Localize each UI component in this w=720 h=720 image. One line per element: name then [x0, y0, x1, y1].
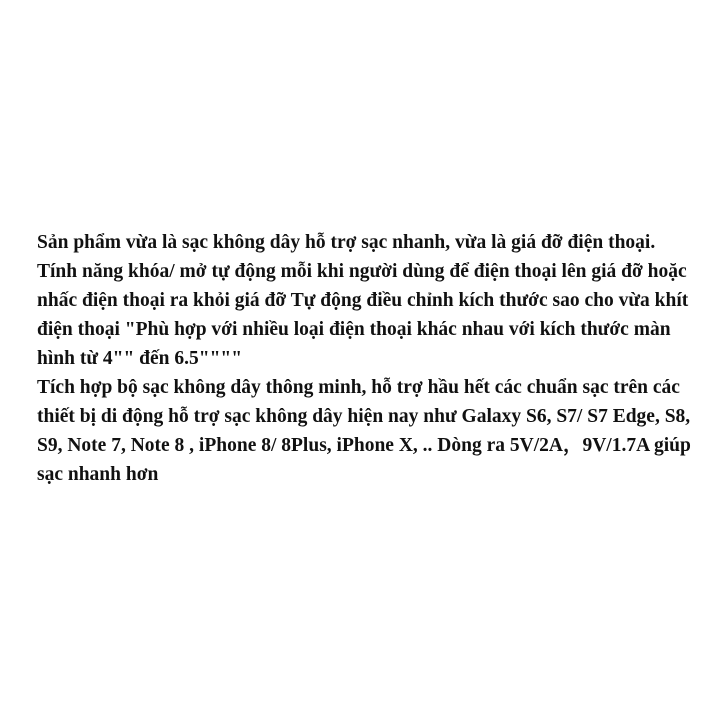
text-line-2: Tính năng khóa/ mở tự động mỗi khi người dùng để điện thoại lên giá đỡ hoặc: [37, 261, 687, 282]
text-line-7: thiết bị di động hỗ trợ sạc không dây hiện nay như Galaxy S6, S7/ S7 Edge, S8,: [37, 406, 691, 427]
text-line-1: Sản phẩm vừa là sạc không dây hỗ trợ sạc nhanh, vừa là giá đỡ điện thoại.: [37, 232, 656, 253]
text-line-3: nhấc điện thoại ra khỏi giá đỡ Tự động điều chỉnh kích thước sao cho vừa khít: [37, 290, 689, 311]
text-line-5: hình từ 4"" đến 6.5"""": [37, 348, 243, 369]
text-line-9: sạc nhanh hơn: [37, 464, 159, 485]
text-line-4: điện thoại "Phù hợp với nhiều loại điện thoại khác nhau với kích thước màn: [37, 319, 671, 340]
text-line-8: S9, Note 7, Note 8 , iPhone 8/ 8Plus, iPhone X, .. Dòng ra 5V/2A，9V/1.7A giúp: [37, 435, 691, 456]
text-line-6: Tích hợp bộ sạc không dây thông minh, hỗ trợ hầu hết các chuẩn sạc trên các: [37, 377, 680, 398]
